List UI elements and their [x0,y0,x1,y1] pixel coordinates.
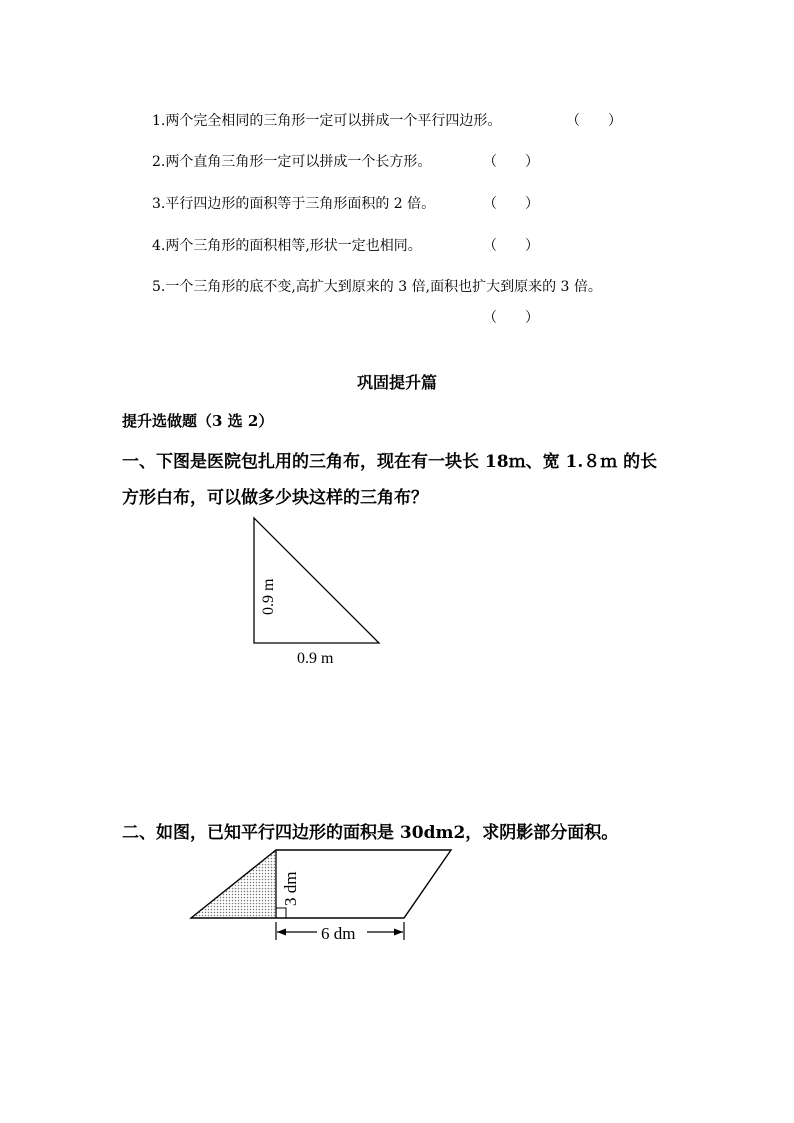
problem-1-line-2: 方形白布，可以做多少块这样的三角布？ [122,488,428,508]
base-arrow-right [394,929,403,936]
question-1-text: 1.两个完全相同的三角形一定可以拼成一个平行四边形。 [152,113,502,129]
question-2-answer-blank[interactable]: （ ） [483,154,539,170]
parallelogram-height-label: 3 dm [281,871,300,906]
right-angle-mark [276,908,286,918]
question-4-answer-blank[interactable]: （ ） [483,238,539,254]
question-3-text: 3.平行四边形的面积等于三角形面积的 2 倍。 [152,196,436,212]
question-1-answer-blank[interactable]: （ ） [566,113,622,129]
question-5-text: 5.一个三角形的底不变,高扩大到原来的 3 倍,面积也扩大到原来的 3 倍。 [152,279,602,295]
triangle-height-label: 0.9 m [260,578,277,615]
question-3-answer-blank[interactable]: （ ） [483,196,539,212]
problem-2-text: 二、如图，已知平行四边形的面积是 30dm2，求阴影部分面积。 [122,823,619,843]
base-arrow-left [277,929,286,936]
question-2-text: 2.两个直角三角形一定可以拼成一个长方形。 [152,154,432,170]
triangle-base-label: 0.9 m [297,650,334,667]
question-5-answer-blank[interactable]: （ ） [483,310,539,326]
section-title: 巩固提升篇 [356,373,437,392]
parallelogram-base-label: 6 dm [321,924,356,943]
triangle-cloth-figure [240,510,390,670]
problem-1-line-1: 一、下图是医院包扎用的三角布，现在有一块长 18ｍ、宽 1.８ｍ 的长 [122,452,658,472]
question-4-text: 4.两个三角形的面积相等,形状一定也相同。 [152,238,422,254]
section-subtitle: 提升选做题（3 选 2） [122,412,274,430]
parallelogram-figure [180,842,470,952]
